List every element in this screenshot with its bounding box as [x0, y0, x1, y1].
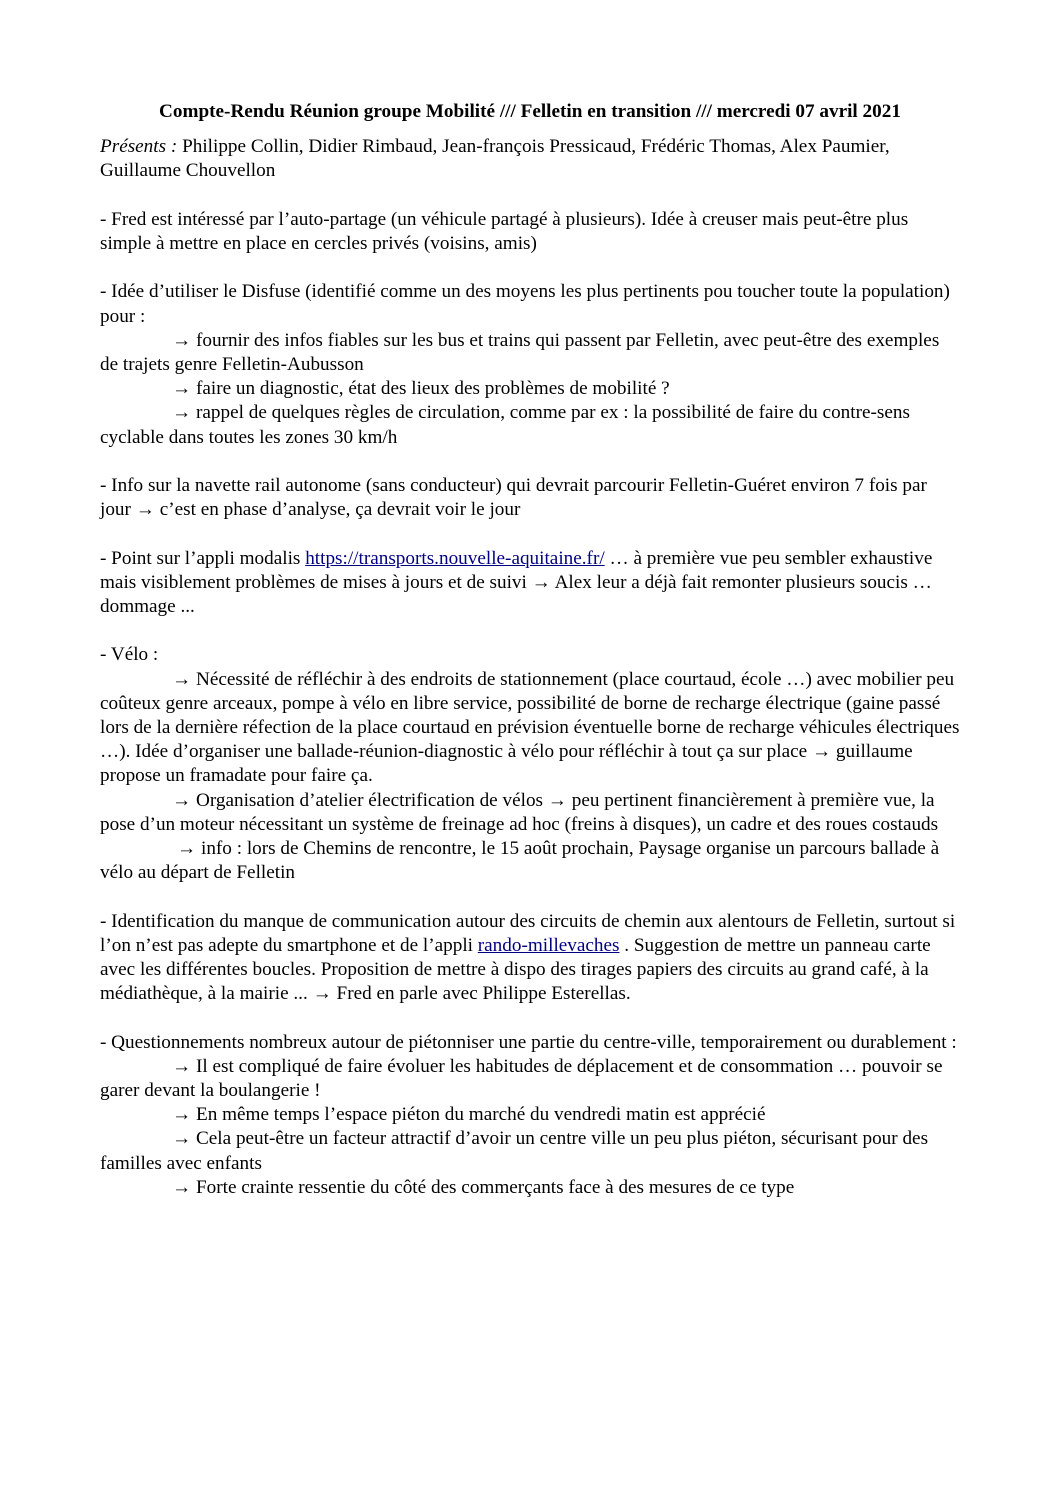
shuttle-paragraph: - Info sur la navette rail autonome (sans conducteur) qui devrait parcourir Felletin-Guéret environ 7 fois par jour → c’est en phase d’analyse, ça devrait voir le jour: [100, 475, 927, 521]
document-page: [100, 100, 960, 1200]
disfuse-item: → fournir des infos fiables sur les bus et trains qui passent par Felletin, avec peut-être des exemples de trajets genre Felletin-Aubusson: [100, 329, 940, 375]
modalis-text-after: … à première vue peu sembler exhaustive mais visiblement problèmes de mises à jours et de suivi → Alex leur a déjà fait remonter plusieurs soucis … dommage ...: [100, 547, 933, 617]
disfuse-item: → rappel de quelques règles de circulation, comme par ex : la possibilité de faire du contre-sens cyclable dans toutes les zones 30 km/h: [100, 402, 910, 448]
disfuse-item: → faire un diagnostic, état des lieux des problèmes de mobilité ?: [172, 378, 670, 400]
bike-heading: - Vélo :: [100, 644, 159, 666]
attendees-label: Présents :: [100, 136, 178, 158]
attendees-names: Philippe Collin, Didier Rimbaud, Jean-françois Pressicaud, Frédéric Thomas, Alex Paumier, Guillaume Chouvellon: [100, 136, 890, 182]
pedestrian-intro: - Questionnements nombreux autour de piétonniser une partie du centre-ville, temporairement ou durablement :: [100, 1031, 957, 1053]
trails-paragraph: [100, 910, 960, 1007]
carsharing-paragraph: - Fred est intéressé par l’auto-partage (un véhicule partagé à plusieurs). Idée à creuser mais peut-être plus simple à mettre en place en cercles privés (voisins, amis): [100, 208, 909, 254]
rando-millevaches-link[interactable]: rando-millevaches: [477, 934, 620, 956]
modalis-link[interactable]: https://transports.nouvelle-aquitaine.fr/: [305, 547, 605, 569]
bike-item: → Nécessité de réfléchir à des endroits de stationnement (place courtaud, école …) avec mobilier peu coûteux genre arceaux, pompe à vélo en libre service, possibilité de borne de recharge électrique (gaine passé lors de la dernière réfection de la place courtaud en prévision éventuelle borne de recharge véhicules électriques …). Idée d’organiser une ballade-réunion-diagnostic à vélo pour réfléchir à tout ça sur place → guillaume propose un framadate pour faire ça.: [100, 668, 960, 787]
pedestrian-item: → En même temps l’espace piéton du marché du vendredi matin est apprécié: [172, 1104, 766, 1126]
bike-item: → Organisation d’atelier électrification de vélos → peu pertinent financièrement à première vue, la pose d’un moteur nécessitant un système de freinage ad hoc (freins à disques), un cadre et des roues costauds: [100, 789, 939, 835]
pedestrian-item: → Cela peut-être un facteur attractif d’avoir un centre ville un peu plus piéton, sécurisant pour des familles avec enfants: [100, 1128, 929, 1174]
trails-text-after: . Suggestion de mettre un panneau carte avec les différentes boucles. Proposition de mettre à dispo des tirages papiers des circuits au grand café, à la médiathèque, à la mairie ... → Fred en parle avec Philippe Esterellas.: [100, 934, 931, 1005]
document-title: Compte-Rendu Réunion groupe Mobilité /// Felletin en transition /// mercredi 07 avril 2021: [159, 101, 901, 122]
bike-item: → info : lors de Chemins de rencontre, le 15 août prochain, Paysage organise un parcours ballade à vélo au départ de Felletin: [100, 838, 940, 884]
pedestrian-item: → Forte crainte ressentie du côté des commerçants face à des mesures de ce type: [172, 1176, 795, 1198]
modalis-text-before: - Point sur l’appli modalis: [100, 547, 306, 569]
pedestrian-item: → Il est compliqué de faire évoluer les habitudes de déplacement et de consommation … pouvoir se garer devant la boulangerie !: [100, 1055, 943, 1102]
disfuse-intro: - Idée d’utiliser le Disfuse (identifié comme un des moyens les plus pertinents pou toucher toute la population) pour :: [100, 281, 950, 327]
trails-text-before: - Identification du manque de communication autour des circuits de chemin aux alentours de Felletin, surtout si l’on n’est pas adepte du smartphone et de l’appli: [100, 910, 956, 956]
attendees-paragraph: [100, 135, 960, 183]
modalis-paragraph: [100, 547, 960, 620]
